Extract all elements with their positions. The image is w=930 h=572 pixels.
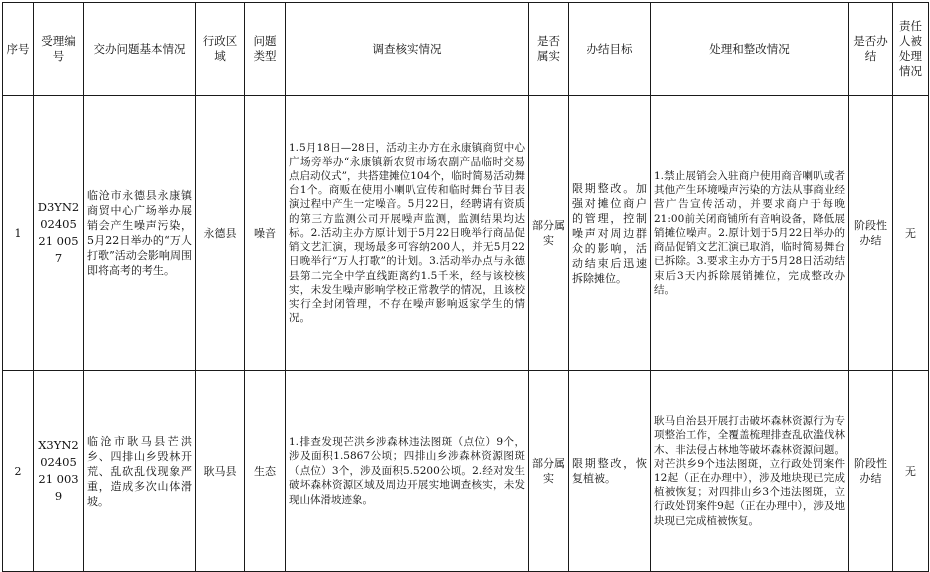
cell-seq: 2	[3, 371, 34, 572]
cell-case-no: D3YN20240521 0057	[34, 96, 84, 371]
cell-category: 噪音	[245, 96, 286, 371]
header-verified: 是否属实	[529, 3, 569, 96]
cell-seq: 1	[3, 96, 34, 371]
cell-verified: 部分属实	[529, 371, 569, 572]
header-closed: 是否办结	[849, 3, 893, 96]
cell-goal: 限期整改。加强对摊位商户的管理，控制噪声对周边群众的影响，活动结束后迅速拆除摊位。	[569, 96, 651, 371]
cell-closed: 阶段性办结	[849, 96, 893, 371]
cell-accountability: 无	[893, 371, 929, 572]
cell-district: 耿马县	[196, 371, 245, 572]
cell-investigation: 1.5月18日—28日，活动主办方在永康镇商贸中心广场旁举办“永康镇新农贸市场农副产品临时交易点启动仪式”，共搭建摊位104个，临时简易活动舞台1个。商贩在使用小喇叭宣传和临时舞台节目表演过程中产生一定噪音。5月22日，经聘请有资质的第三方监测公司开展噪声监测，监测结果均达标。2.活动主办方原计划于5月22日晚举行商品促销文艺汇演，现场最多可容纳200人，并无5月22日晚举行“万人打歌”的计划。3.活动举办点与永德县第二完全中学直线距离约1.5千米，经与该校核实，未发生噪声影响学校正常教学的情况，且该校实行全封闭管理，不存在噪声影响返家学生的情况。	[286, 96, 529, 371]
header-goal: 办结目标	[569, 3, 651, 96]
cell-verified: 部分属实	[529, 96, 569, 371]
cell-goal: 限期整改，恢复植被。	[569, 371, 651, 572]
header-district: 行政区域	[196, 3, 245, 96]
cell-issue: 临沧市耿马县芒洪乡、四排山乡毁林开荒、乱砍乱伐现象严重，造成多次山体滑坡。	[84, 371, 196, 572]
cell-rectification: 1.禁止展销会入驻商户使用商音喇叭或者其他产生环境噪声污染的方法从事商业经营广告宣传活动，并要求商户于每晚21:00前关闭商铺所有音响设备，降低展销摊位噪声。2.原计划于5月22日举办的商品促销文艺汇演已取消，临时简易舞台已拆除。3.要求主办方于5月28日活动结束后3天内拆除展销摊位，完成整改办结。	[651, 96, 849, 371]
table-row	[3, 371, 929, 572]
header-rectification: 处理和整改情况	[651, 3, 849, 96]
cell-issue: 临沧市永德县永康镇商贸中心广场举办展销会产生噪声污染，5月22日举办的“万人打歌”活动会影响周围即将高考的考生。	[84, 96, 196, 371]
case-table	[2, 2, 929, 572]
cell-case-no: X3YN20240521 0039	[34, 371, 84, 572]
cell-closed: 阶段性办结	[849, 371, 893, 572]
header-issue: 交办问题基本情况	[84, 3, 196, 96]
header-accountability: 责任人被处理情况	[893, 3, 929, 96]
cell-accountability: 无	[893, 96, 929, 371]
header-category: 问题类型	[245, 3, 286, 96]
header-case-no: 受理编号	[34, 3, 84, 96]
header-seq: 序号	[3, 3, 34, 96]
cell-category: 生态	[245, 371, 286, 572]
header-row	[3, 3, 929, 96]
cell-investigation: 1.排查发现芒洪乡涉森林违法图斑（点位）9个，涉及面积1.5867公顷；四排山乡涉森林资源图斑（点位）3个，涉及面积5.5200公顷。2.经对发生破坏森林资源区域及周边开展实地调查核实，未发现山体滑坡迹象。	[286, 371, 529, 572]
cell-district: 永德县	[196, 96, 245, 371]
header-investigation: 调查核实情况	[286, 3, 529, 96]
cell-rectification: 耿马自治县开展打击破坏森林资源行为专项整治工作，全覆盖梳理排查乱砍滥伐林木、非法侵占林地等破坏森林资源问题。对芒洪乡9个违法图斑，立行政处罚案件12起（正在办理中），涉及地块现已完成植被恢复；对四排山乡3个违法图斑，立行政处罚案件9起（正在办理中），涉及地块现已完成植被恢复。	[651, 371, 849, 572]
table-row	[3, 96, 929, 371]
